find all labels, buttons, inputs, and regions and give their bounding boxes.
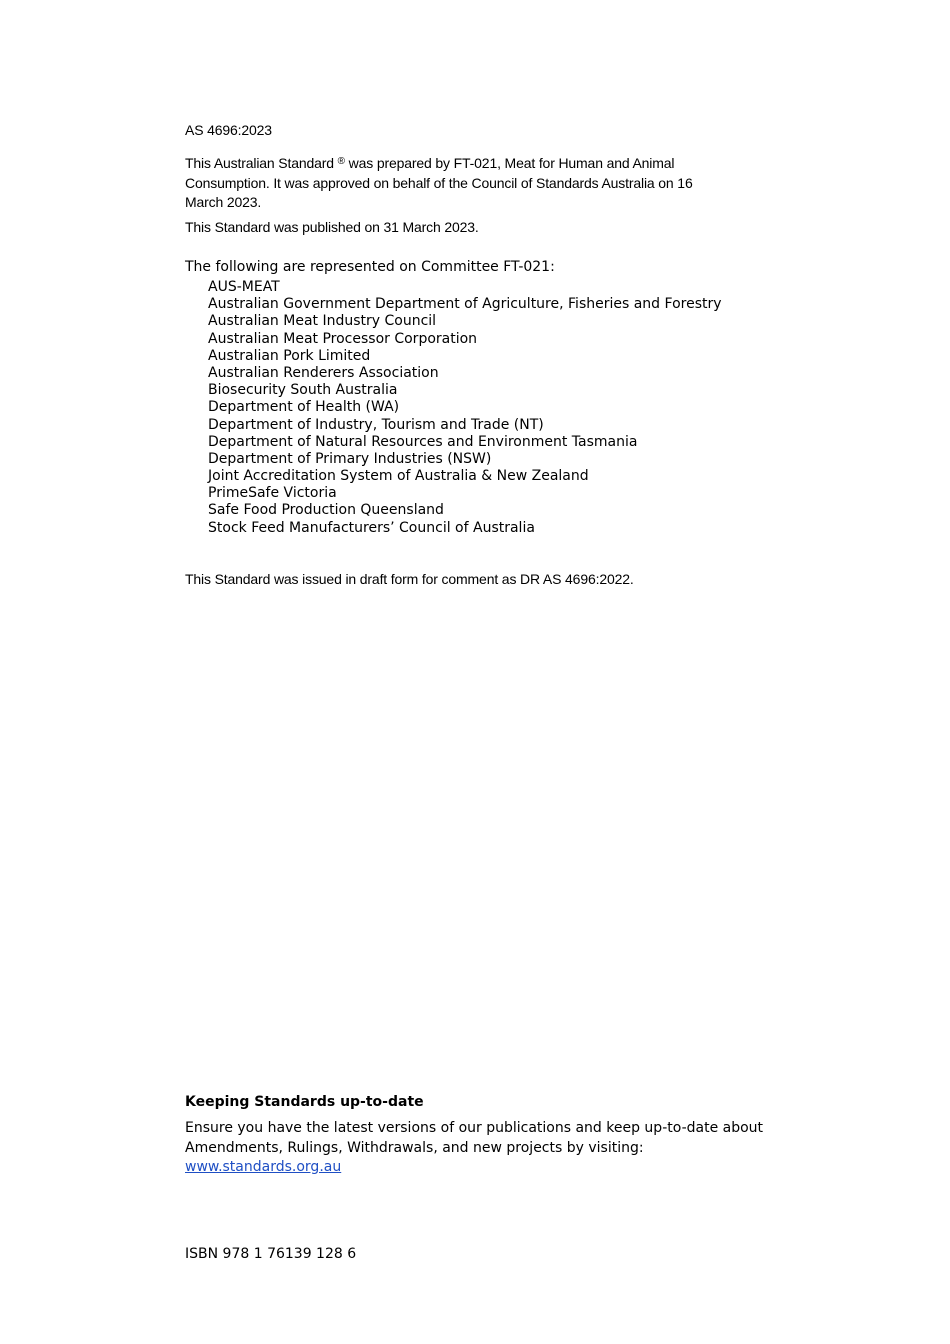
registered-mark: ® bbox=[337, 156, 345, 167]
committee-member: Department of Primary Industries (NSW) bbox=[208, 450, 492, 467]
committee-member: Department of Natural Resources and Environment Tasmania bbox=[208, 433, 638, 450]
isbn-number: ISBN 978 1 76139 128 6 bbox=[185, 1246, 357, 1262]
keeping-up-to-date-body bbox=[185, 1119, 763, 1178]
standards-website-link[interactable]: www.standards.org.au bbox=[185, 1159, 342, 1175]
committee-member: Australian Renderers Association bbox=[208, 364, 439, 381]
keeping-up-to-date-heading: Keeping Standards up-to-date bbox=[185, 1094, 424, 1110]
committee-member: Australian Meat Industry Council bbox=[208, 313, 437, 330]
committee-member: Biosecurity South Australia bbox=[208, 382, 398, 399]
committee-member: Australian Government Department of Agriculture, Fisheries and Forestry bbox=[208, 296, 722, 313]
preparation-text-end: was prepared by FT-021, Meat for Human and Animal Consumption. It was approved on behalf of the Council of Standards Australia on 16 March 2023. bbox=[185, 155, 693, 210]
committee-member: Department of Industry, Tourism and Trade (NT) bbox=[208, 416, 544, 433]
preparation-text-start: This Australian Standard bbox=[185, 155, 338, 171]
committee-member: Safe Food Production Queensland bbox=[208, 502, 444, 519]
committee-member: Australian Pork Limited bbox=[208, 347, 371, 364]
committee-member: Australian Meat Processor Corporation bbox=[208, 330, 478, 347]
keeping-up-to-date-line-1: Ensure you have the latest versions of our publications and keep up-to-date about bbox=[185, 1120, 764, 1136]
published-note: This Standard was published on 31 March 2023. bbox=[185, 219, 479, 235]
committee-member: AUS-MEAT bbox=[208, 279, 280, 295]
standard-number: AS 4696:2023 bbox=[185, 122, 272, 138]
committee-member: Joint Accreditation System of Australia & New Zealand bbox=[208, 468, 589, 485]
keeping-up-to-date-line-2: Amendments, Rulings, Withdrawals, and new projects by visiting: bbox=[185, 1139, 644, 1156]
committee-member: Stock Feed Manufacturers’ Council of Australia bbox=[208, 519, 535, 536]
committee-member-list bbox=[208, 279, 722, 537]
committee-member: PrimeSafe Victoria bbox=[208, 485, 337, 502]
preparation-paragraph bbox=[185, 154, 725, 213]
committee-heading: The following are represented on Committee FT-021: bbox=[185, 259, 555, 275]
committee-member: Department of Health (WA) bbox=[208, 399, 400, 416]
draft-note: This Standard was issued in draft form for comment as DR AS 4696:2022. bbox=[185, 571, 634, 587]
